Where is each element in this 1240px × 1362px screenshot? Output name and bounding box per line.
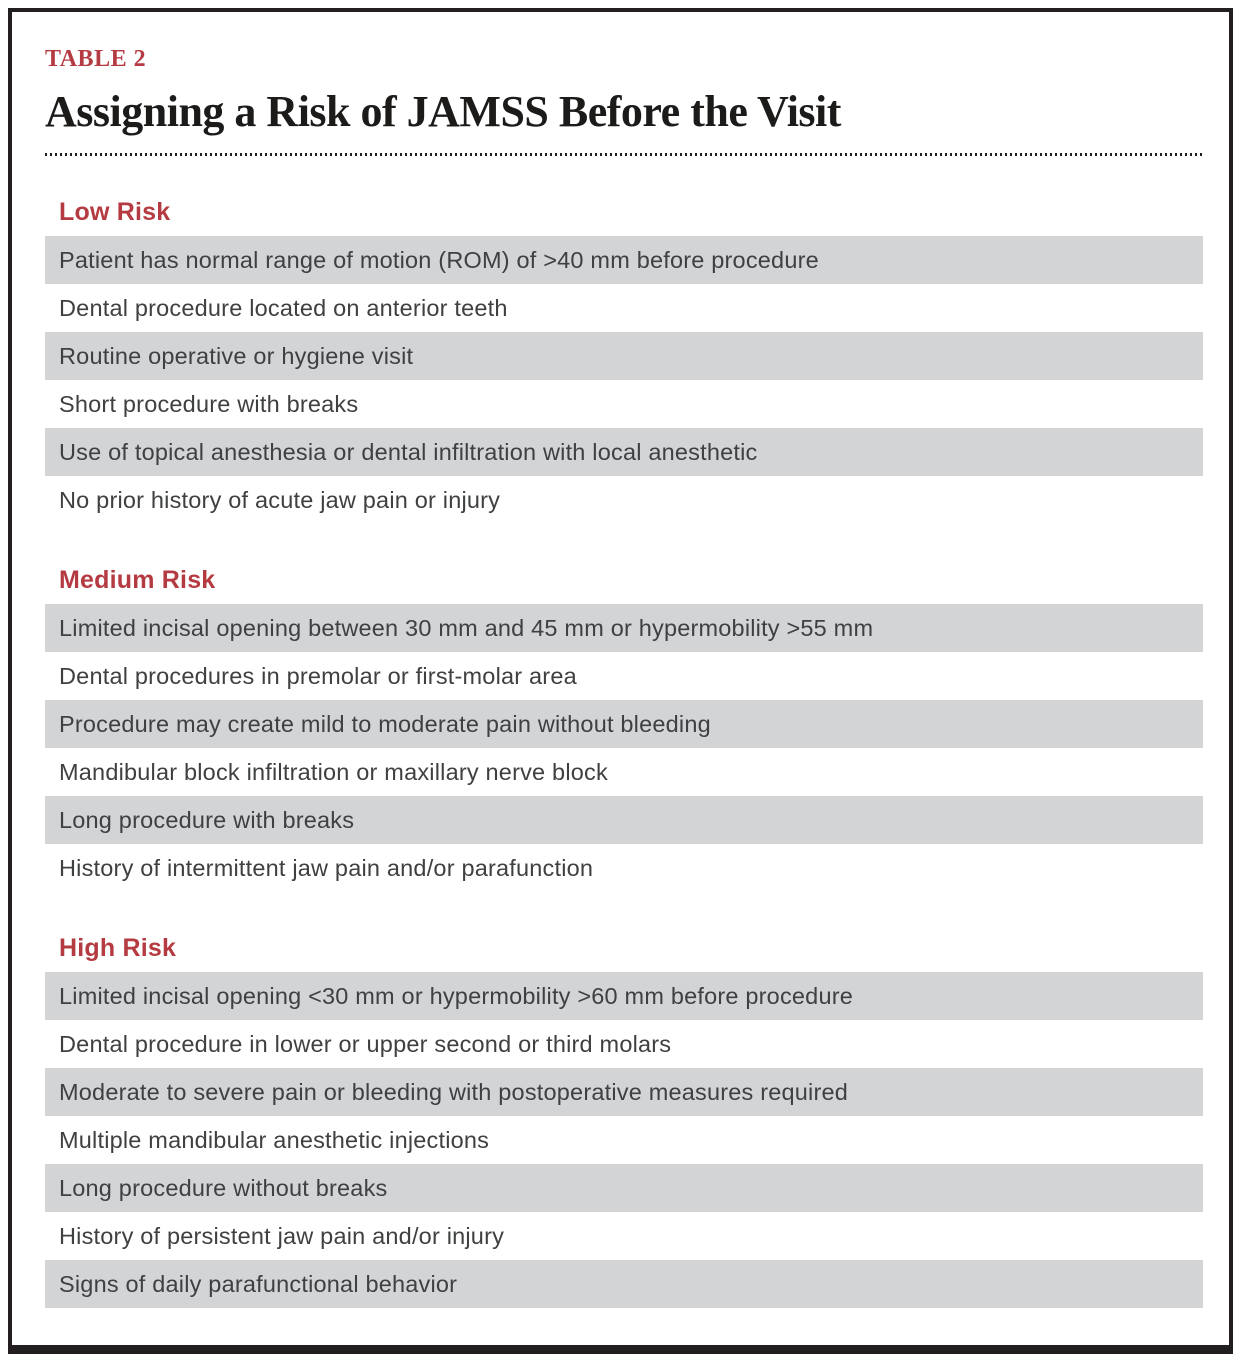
table-label: TABLE 2 — [45, 46, 147, 72]
table-row: History of intermittent jaw pain and/or parafunction — [59, 855, 594, 882]
table-row: Mandibular block infiltration or maxillary nerve block — [59, 759, 608, 786]
table-row: Short procedure with breaks — [59, 391, 359, 418]
table-row: Signs of daily parafunctional behavior — [45, 1260, 1203, 1308]
table-row: Long procedure without breaks — [45, 1164, 1203, 1212]
section-rows — [45, 604, 1203, 892]
page-title: Assigning a Risk of JAMSS Before the Visit — [45, 87, 841, 136]
section-rows — [45, 972, 1203, 1308]
risk-section-low-risk — [45, 198, 1203, 524]
table-row: Use of topical anesthesia or dental infiltration with local anesthetic — [45, 428, 1203, 476]
section-rows — [45, 236, 1203, 524]
table-row: Patient has normal range of motion (ROM) of >40 mm before procedure — [45, 236, 1203, 284]
table-card — [8, 8, 1233, 1354]
section-heading-medium-risk: Medium Risk — [59, 566, 216, 595]
risk-section-high-risk — [45, 934, 1203, 1308]
section-heading-low-risk: Low Risk — [59, 198, 171, 227]
table-row: Routine operative or hygiene visit — [45, 332, 1203, 380]
dotted-divider — [45, 153, 1203, 156]
table-row: History of persistent jaw pain and/or injury — [59, 1223, 505, 1250]
risk-section-medium-risk — [45, 566, 1203, 892]
section-heading-high-risk: High Risk — [59, 934, 177, 963]
table-row: Limited incisal opening <30 mm or hypermobility >60 mm before procedure — [45, 972, 1203, 1020]
table-row: Dental procedure located on anterior teeth — [59, 295, 508, 322]
table-row: Dental procedures in premolar or first-molar area — [59, 663, 577, 690]
table-row: Moderate to severe pain or bleeding with postoperative measures required — [45, 1068, 1203, 1116]
table-row: Procedure may create mild to moderate pain without bleeding — [45, 700, 1203, 748]
table-row: Dental procedure in lower or upper second or third molars — [59, 1031, 672, 1058]
table-row: Limited incisal opening between 30 mm and 45 mm or hypermobility >55 mm — [45, 604, 1203, 652]
table-row: Multiple mandibular anesthetic injections — [59, 1127, 490, 1154]
table-row: Long procedure with breaks — [45, 796, 1203, 844]
table-row: No prior history of acute jaw pain or injury — [59, 487, 501, 514]
risk-sections — [45, 198, 1203, 1308]
